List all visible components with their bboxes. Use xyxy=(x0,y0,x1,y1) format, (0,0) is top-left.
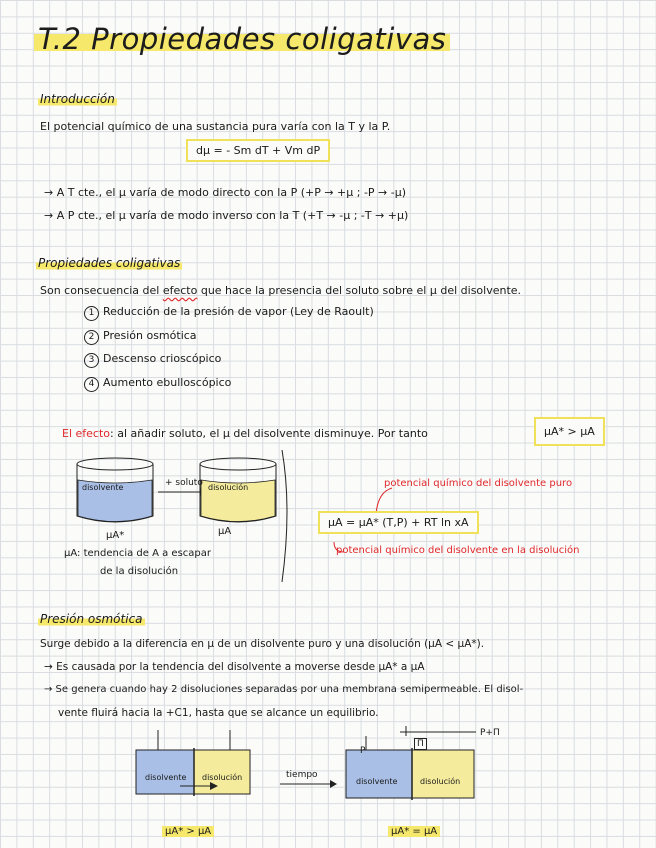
pi-label: Π xyxy=(414,738,427,750)
caption-after: μA* = μA xyxy=(388,826,440,837)
list-item: 4 Aumento ebulloscópico xyxy=(84,376,231,392)
gibbs-equation: dμ = - Sm dT + Vm dP xyxy=(186,139,330,162)
list-item: 3 Descenso crioscópico xyxy=(84,352,221,368)
right-solvent-label: disolvente xyxy=(356,777,398,786)
osmotica-line3b: vente fluirá hacia la +C1, hasta que se alcance un equilibrio. xyxy=(58,707,379,719)
beaker-diagram xyxy=(60,448,300,588)
osmotica-line3a: → Se genera cuando hay 2 disoluciones separadas por una membrana semipermeable. El disol- xyxy=(44,684,524,695)
osmotica-line2: → Es causada por la tendencia del disolvente a moverse desde μA* a μA xyxy=(44,661,425,673)
p-plus-pi-label: P+Π xyxy=(480,728,500,738)
annotation-solution: potencial químico del disolvente en la disolución xyxy=(336,545,580,556)
chemical-potential-equation: μA = μA* (T,P) + RT ln xA xyxy=(318,511,479,534)
caption-before: μA* > μA xyxy=(162,826,214,837)
beaker1-label: disolvente xyxy=(82,483,124,492)
page-title: T.2 Propiedades coligativas xyxy=(34,22,450,56)
annotation-pure: potencial químico del disolvente puro xyxy=(384,478,573,489)
mu-solution-label: μA xyxy=(218,526,232,537)
osmotica-heading: Presión osmótica xyxy=(40,612,143,626)
coligativas-heading: Propiedades coligativas xyxy=(38,256,181,270)
effect-statement: El efecto: al añadir soluto, el μ del disolvente disminuye. Por tanto xyxy=(62,427,428,440)
caption-line2: de la disolución xyxy=(100,566,179,577)
pressure-label: P xyxy=(360,746,366,756)
list-item: 2 Presión osmótica xyxy=(84,329,197,345)
inequality-box: μA* > μA xyxy=(534,417,605,446)
left-solvent-label: disolvente xyxy=(145,773,187,782)
osmotica-line1: Surge debido a la diferencia en μ de un disolvente puro y una disolución (μA < μA*). xyxy=(40,638,485,650)
left-solution-label: disolución xyxy=(202,773,243,782)
list-item: 1 Reducción de la presión de vapor (Ley de Raoult) xyxy=(84,305,374,321)
efecto-word: efecto xyxy=(162,284,198,297)
rule-constant-t: → A T cte., el μ varía de modo directo con la P (+P → +μ ; -P → -μ) xyxy=(44,186,407,199)
add-solute-label: + soluto xyxy=(165,478,203,488)
time-label: tiempo xyxy=(286,770,318,780)
intro-line: El potencial químico de una sustancia pura varía con la T y la P. xyxy=(40,120,391,133)
rule-constant-p: → A P cte., el μ varía de modo inverso con la T (+T → -μ ; -T → +μ) xyxy=(44,209,409,222)
intro-heading: Introducción xyxy=(40,92,115,106)
mu-pure-label: μA* xyxy=(106,530,125,541)
beaker2-label: disolución xyxy=(208,483,249,492)
right-solution-label: disolución xyxy=(420,777,461,786)
caption-line1: μA: tendencia de A a escapar xyxy=(64,548,211,559)
coligativas-intro: Son consecuencia del efecto que hace la presencia del soluto sobre el μ del disolvente. xyxy=(40,284,522,297)
